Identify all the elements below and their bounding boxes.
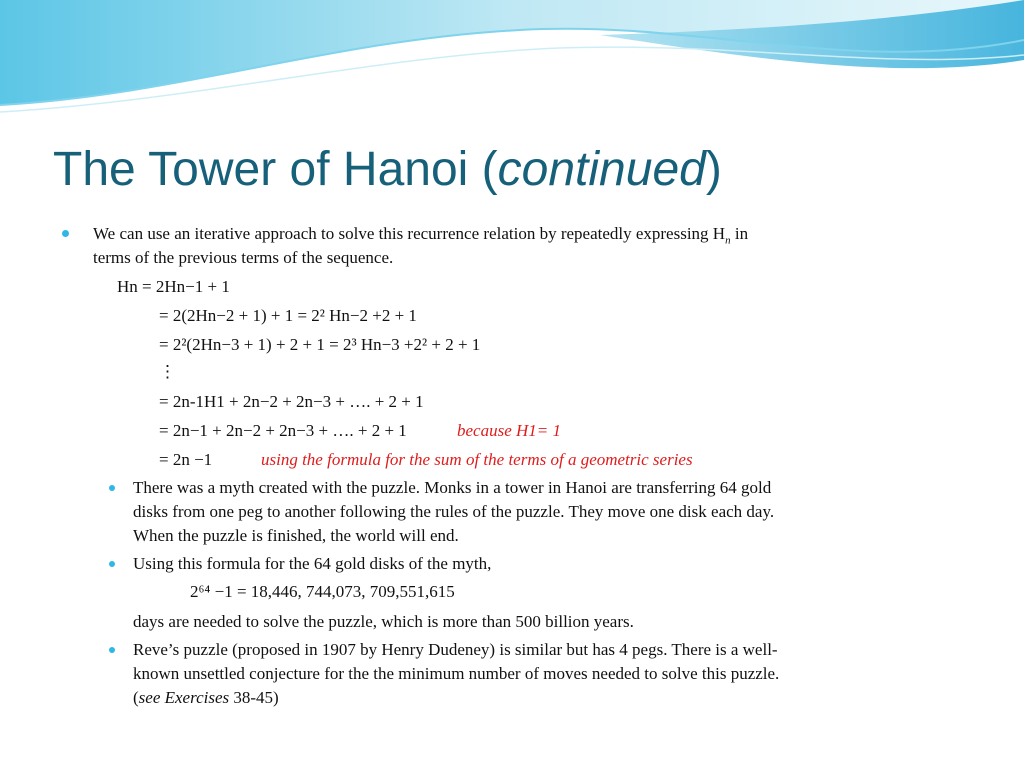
equation-2: = 2(2Hn−2 + 1) + 1 = 2² Hn−2 +2 + 1 bbox=[159, 306, 417, 325]
myth-line-1: There was a myth created with the puzzle. Monks in a tower in Hanoi are transferring 64 gold bbox=[133, 478, 772, 497]
bullet-text-end: in bbox=[730, 224, 749, 243]
reve-paren: ( bbox=[133, 688, 139, 707]
equation-5: = 2n-1H1 + 2n−2 + 2n−3 + …. + 2 + 1 bbox=[159, 392, 424, 411]
equation-6: = 2n−1 + 2n−2 + 2n−3 + …. + 2 + 1 bbox=[159, 421, 407, 440]
equation-7: = 2n −1 bbox=[159, 450, 213, 469]
bullet-text-line-1 bbox=[93, 222, 748, 246]
days-text: days are needed to solve the puzzle, which is more than 500 billion years. bbox=[133, 612, 634, 631]
myth-line-2: disks from one peg to another following the rules of the puzzle. They move one disk each day. bbox=[133, 502, 775, 521]
bullet-text: We can use an iterative approach to solve this recurrence relation by repeatedly expressing H bbox=[93, 224, 726, 243]
title-italic: continued bbox=[497, 143, 706, 196]
title-main: The Tower of Hanoi ( bbox=[53, 143, 498, 196]
formula-result: 2⁶⁴ −1 = 18,446, 744,073, 709,551,615 bbox=[190, 582, 455, 601]
equation-6-note: because H1= 1 bbox=[457, 421, 562, 440]
sub-bullet-dot bbox=[109, 647, 115, 653]
slide-title bbox=[53, 142, 722, 197]
equation-1: Hn = 2Hn−1 + 1 bbox=[117, 277, 230, 296]
equation-4: ⋮ bbox=[159, 362, 176, 381]
sub-bullet-dot bbox=[109, 561, 115, 567]
reve-line-2: known unsettled conjecture for the the minimum number of moves needed to solve this puzzle. bbox=[133, 664, 780, 683]
reve-line-1: Reve’s puzzle (proposed in 1907 by Henry Dudeney) is similar but has 4 pegs. There is a well- bbox=[133, 640, 778, 659]
bullet-text-line-2: terms of the previous terms of the sequence. bbox=[93, 248, 394, 267]
reve-see-exercises: see Exercises bbox=[138, 688, 230, 707]
header-wave-decoration bbox=[0, 0, 1024, 120]
reve-line-3 bbox=[133, 686, 279, 710]
title-close: ) bbox=[705, 143, 722, 196]
equation-7-note: using the formula for the sum of the terms of a geometric series bbox=[261, 450, 693, 469]
equation-3: = 2²(2Hn−3 + 1) + 2 + 1 = 2³ Hn−3 +2² + 2 + 1 bbox=[159, 335, 481, 354]
bullet-subscript: n bbox=[725, 234, 731, 247]
reve-exercise-range: 38-45) bbox=[229, 688, 279, 707]
sub-bullet-dot bbox=[109, 485, 115, 491]
formula-intro: Using this formula for the 64 gold disks of the myth, bbox=[133, 554, 492, 573]
bullet-dot bbox=[62, 230, 69, 237]
myth-line-3: When the puzzle is finished, the world will end. bbox=[133, 526, 459, 545]
